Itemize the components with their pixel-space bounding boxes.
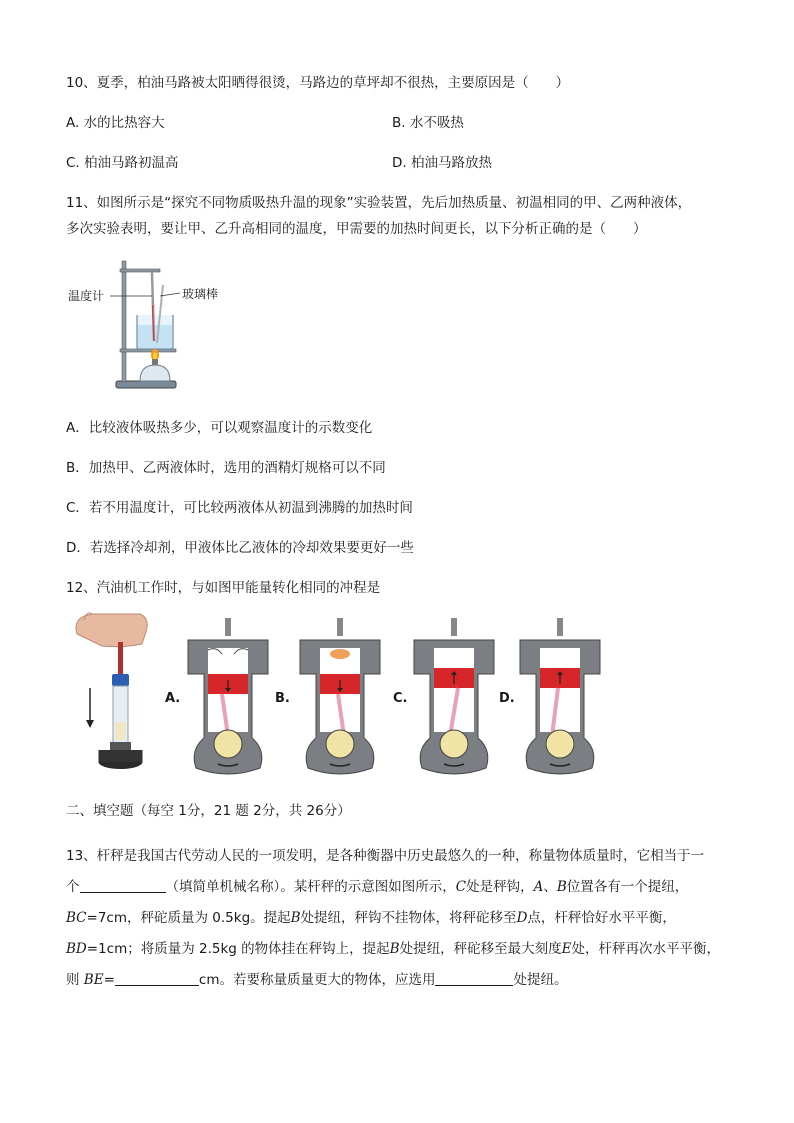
engine-c-illustration — [408, 618, 500, 778]
q11-option-d: D．若选择冷却剂，甲液体比乙液体的冷却效果要更好一些 — [66, 540, 414, 556]
answer-blank-1[interactable] — [80, 878, 166, 893]
q12-figure — [62, 612, 622, 782]
engine-label-b: B. — [275, 691, 290, 706]
q10-option-d: D. 柏油马路放热 — [392, 155, 492, 171]
engine-b-illustration — [294, 618, 386, 778]
section-title-fill-in: 二、填空题（每空 1分，21 题 2分，共 26分） — [66, 803, 351, 819]
q10-stem: 10、夏季，柏油马路被太阳晒得很烫，马路边的草坪却不很热，主要原因是（ ） — [66, 75, 570, 91]
q13-line3: BC=7cm，秤砣质量为 0.5kg。提起B处提纽，秤钩不挂物体，将秤砣移至D点，杆秤恰好水平平衡， — [66, 910, 676, 926]
q11-option-b: B．加热甲、乙两液体时，选用的酒精灯规格可以不同 — [66, 460, 386, 476]
q13-line2: 个 （填简单机械名称）。某杆秤的示意图如图所示，C处是秤钩，A、B位置各有一个提纽， — [66, 879, 689, 895]
air-pump-illustration — [62, 612, 162, 777]
answer-blank-2[interactable] — [115, 971, 199, 986]
engine-label-d: D. — [499, 691, 515, 706]
q10-option-c: C. 柏油马路初温高 — [66, 155, 179, 171]
q11-option-c: C．若不用温度计，可比较两液体从初温到沸腾的加热时间 — [66, 500, 413, 516]
q12-stem: 12、汽油机工作时，与如图甲能量转化相同的冲程是 — [66, 580, 381, 596]
q11-figure — [62, 255, 262, 395]
answer-blank-3[interactable] — [435, 971, 513, 986]
q11-option-a: A．比较液体吸热多少，可以观察温度计的示数变化 — [66, 420, 373, 436]
q13-line5: 则 BE= cm。若要称量质量更大的物体，应选用 处提纽。 — [66, 972, 568, 988]
engine-a-illustration — [182, 618, 274, 778]
heating-apparatus-illustration — [62, 255, 262, 395]
glass-rod-label: 玻璃棒 — [182, 287, 219, 301]
q11-stem-line1: 11、如图所示是“探究不同物质吸热升温的现象”实验装置，先后加热质量、初温相同的甲、乙两种液体， — [66, 195, 692, 211]
thermometer-label: 温度计 — [68, 289, 105, 303]
q11-stem-line2: 多次实验表明，要让甲、乙升高相同的温度，甲需要的加热时间更长，以下分析正确的是（ ） — [66, 221, 647, 237]
q10-option-a: A. 水的比热容大 — [66, 115, 165, 131]
engine-label-c: C. — [393, 691, 408, 706]
q13-line1: 13、杆秤是我国古代劳动人民的一项发明，是各种衡器中历史最悠久的一种，称量物体质量时，它相当于一 — [66, 848, 705, 864]
engine-label-a: A. — [165, 691, 181, 706]
q10-option-b: B. 水不吸热 — [392, 115, 464, 131]
engine-d-illustration — [514, 618, 606, 778]
q13-line4: BD=1cm；将质量为 2.5kg 的物体挂在秤钩上，提起B处提纽，秤砣移至最大刻度E处，杆秤再次水平平衡， — [66, 941, 720, 957]
